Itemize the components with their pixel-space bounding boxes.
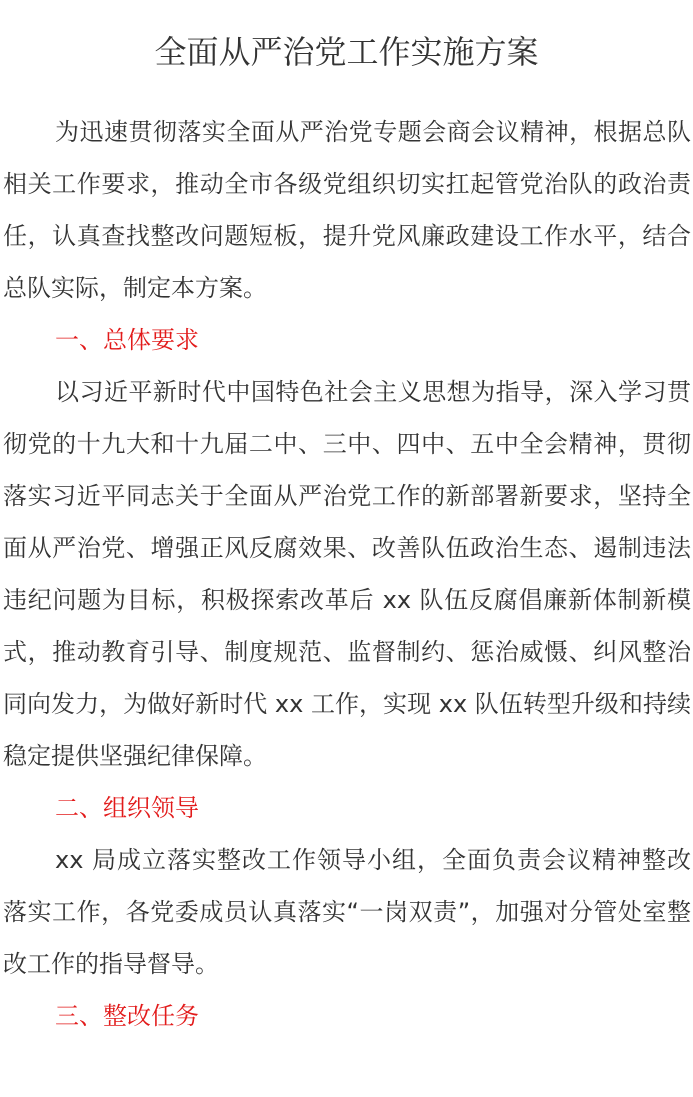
section-heading-rectification-tasks: 三、整改任务: [55, 1002, 199, 1030]
document-title: 全面从严治党工作实施方案: [154, 33, 539, 71]
section-paragraph-overall-requirements: 以习近平新时代中国特色社会主义思想为指导，深入学习贯彻党的十九大和十九届二中、三中、四中、五中全会精神，贯彻落实习近平同志关于全面从严治党工作的新部署新要求，坚持全面从严治党、增强正风反腐效果、改善队伍政治生态、遏制违法违纪问题为目标，积极探索改革后 xx 队伍反腐倡廉新体制新模式，推动教育引导、制度规范、监督制约、惩治威慑、纠风整治同向发力，为做好新时代 xx 工作，实现 xx 队伍转型升级和持续稳定提供坚强纪律保障。: [3, 378, 691, 770]
intro-paragraph: 为迅速贯彻落实全面从严治党专题会商会议精神，根据总队相关工作要求，推动全市各级党组织切实扛起管党治队的政治责任，认真查找整改问题短板，提升党风廉政建设工作水平，结合总队实际，制定本方案。: [3, 118, 691, 302]
section-heading-overall-requirements: 一、总体要求: [55, 326, 199, 354]
section-paragraph-organization-leadership: xx 局成立落实整改工作领导小组，全面负责会议精神整改落实工作，各党委成员认真落实“一岗双责”，加强对分管处室整改工作的指导督导。: [3, 846, 691, 978]
section-heading-organization-leadership: 二、组织领导: [55, 794, 199, 822]
document-body: [3, 106, 691, 1042]
